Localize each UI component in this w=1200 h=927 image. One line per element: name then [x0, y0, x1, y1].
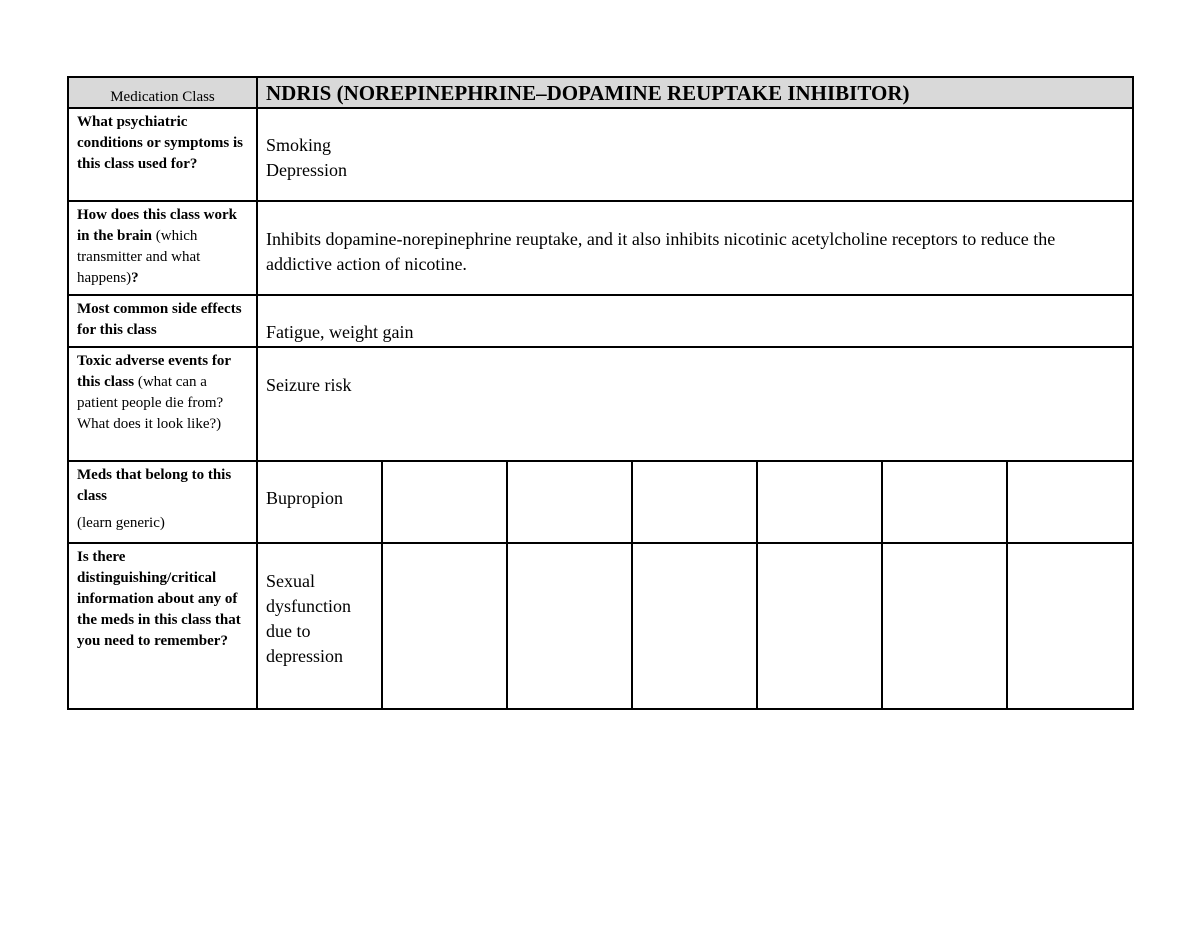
critical-info-label: Is there distinguishing/critical information about any of the meds in this class that you need to remember?	[77, 549, 241, 649]
toxic-label-note: (what can a patient people die from? What does it look like?)	[77, 374, 224, 432]
medication-class-label-cell	[68, 77, 257, 108]
meds-cell	[1007, 461, 1133, 543]
medication-class-title-cell	[257, 77, 1133, 108]
conditions-value-cell	[257, 108, 1133, 201]
critical-info-label-cell	[68, 543, 257, 709]
meds-label: Meds that belong to this class	[77, 467, 232, 504]
critical-info-cell	[632, 543, 757, 709]
mechanism-label-cell	[68, 201, 257, 295]
critical-info-cell	[1007, 543, 1133, 709]
condition-item: Smoking	[266, 135, 332, 155]
side-effects-value-cell	[257, 295, 1133, 347]
mechanism-label-end: ?	[131, 270, 139, 286]
meds-cell	[632, 461, 757, 543]
mechanism-row	[68, 201, 1133, 295]
meds-cell	[757, 461, 882, 543]
critical-info-cell	[882, 543, 1007, 709]
toxic-value: Seizure risk	[266, 375, 352, 395]
toxic-row	[68, 347, 1133, 461]
mechanism-label-note: (which transmitter and what happens)	[77, 228, 201, 286]
medication-class-table	[67, 76, 1134, 710]
mechanism-value-cell	[257, 201, 1133, 295]
meds-cell	[507, 461, 632, 543]
mechanism-label: How does this class work in the brain	[77, 207, 238, 244]
meds-label-cell	[68, 461, 257, 543]
side-effects-value: Fatigue, weight gain	[266, 322, 414, 342]
meds-cell	[882, 461, 1007, 543]
side-effects-label: Most common side effects for this class	[77, 301, 242, 338]
toxic-value-cell	[257, 347, 1133, 461]
medication-class-title: NDRIS (NOREPINEPHRINE–DOPAMINE REUPTAKE INHIBITOR)	[266, 81, 910, 105]
meds-label-note: (learn generic)	[77, 515, 165, 531]
critical-info-row	[68, 543, 1133, 709]
side-effects-label-cell	[68, 295, 257, 347]
critical-info-cell	[257, 543, 382, 709]
critical-info-value: Sexual dysfunction due to depression	[266, 571, 351, 666]
critical-info-cell	[382, 543, 507, 709]
critical-info-cell	[757, 543, 882, 709]
toxic-label-cell	[68, 347, 257, 461]
condition-item: Depression	[266, 160, 347, 180]
side-effects-row	[68, 295, 1133, 347]
meds-row	[68, 461, 1133, 543]
conditions-label: What psychiatric conditions or symptoms is this class used for?	[77, 114, 243, 172]
conditions-row	[68, 108, 1133, 201]
conditions-label-cell	[68, 108, 257, 201]
meds-cell	[382, 461, 507, 543]
critical-info-cell	[507, 543, 632, 709]
toxic-label: Toxic adverse events for this class	[77, 353, 231, 390]
med-name: Bupropion	[266, 488, 344, 508]
header-row	[68, 77, 1133, 108]
mechanism-value: Inhibits dopamine-norepinephrine reuptake, and it also inhibits nicotinic acetylcholine receptors to reduce the addictive action of nicotine.	[266, 229, 1056, 274]
meds-cell	[257, 461, 382, 543]
medication-class-label: Medication Class	[110, 89, 215, 105]
